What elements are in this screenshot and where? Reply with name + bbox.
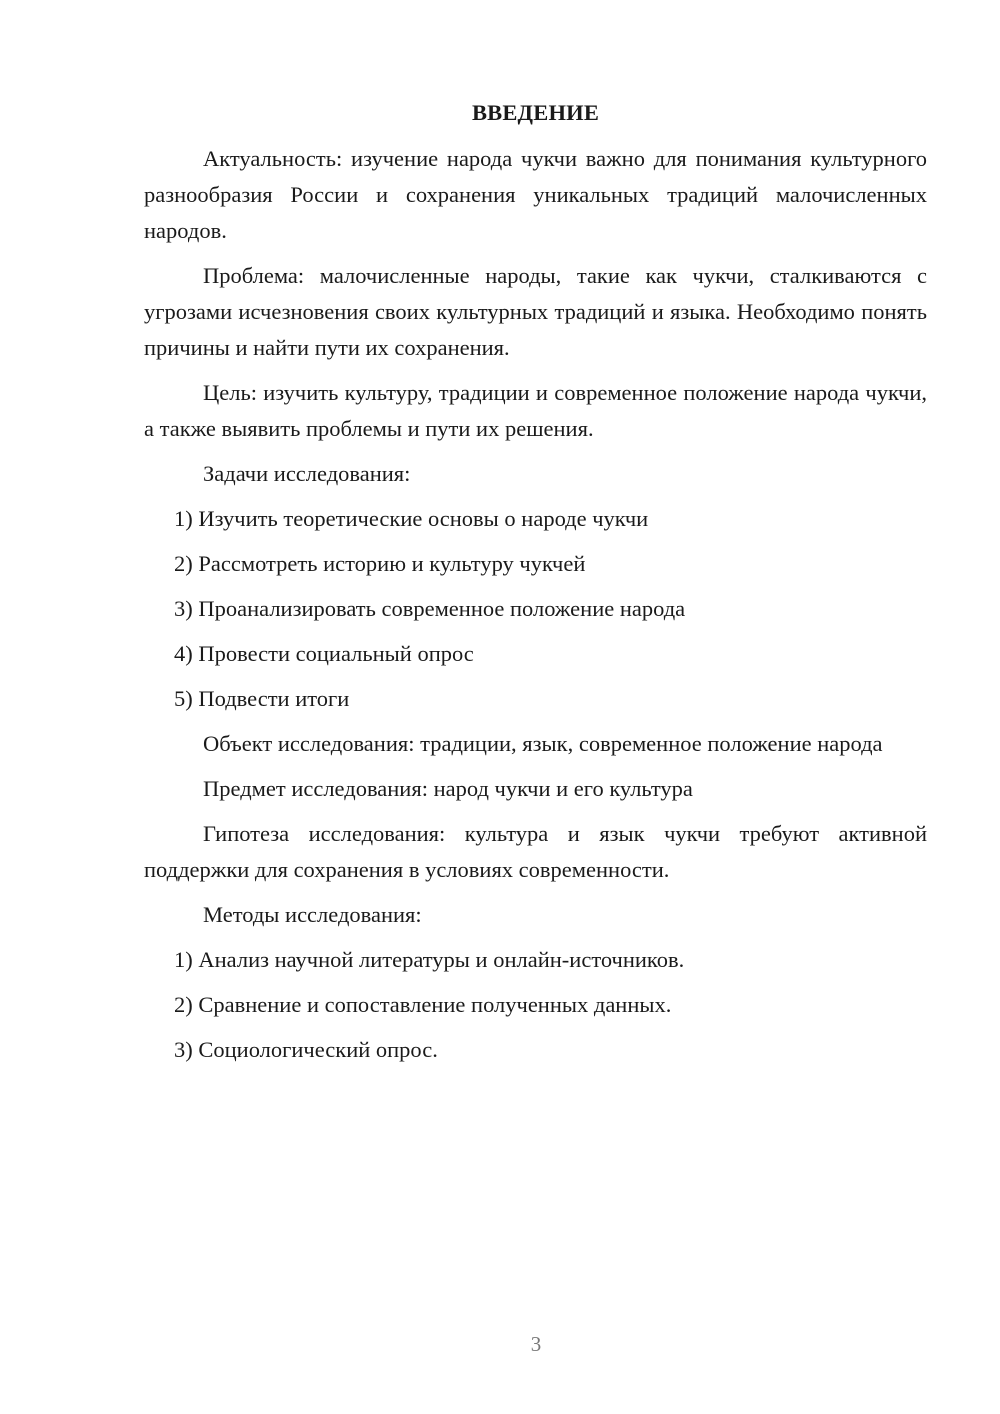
subject-paragraph: Предмет исследования: народ чукчи и его культура [203, 776, 693, 801]
hypothesis-paragraph: Гипотеза исследования: культура и язык чукчи требуют активной поддержки для сохранения в условиях современности. [144, 821, 927, 882]
problem-paragraph: Проблема: малочисленные народы, такие как чукчи, сталкиваются с угрозами исчезновения своих культурных традиций и языка. Необходимо понять причины и найти пути их сохранения. [144, 263, 927, 360]
goal-paragraph: Цель: изучить культуру, традиции и современное положение народа чукчи, а также выявить проблемы и пути их решения. [144, 380, 927, 441]
task-item: 3) Проанализировать современное положение народа [174, 596, 686, 621]
page-number: 3 [530, 1332, 542, 1356]
method-item: 2) Сравнение и сопоставление полученных данных. [174, 992, 672, 1017]
page-title: ВВЕДЕНИЕ [471, 100, 600, 125]
task-item: 4) Провести социальный опрос [174, 641, 474, 666]
methods-heading: Методы исследования: [203, 902, 422, 927]
task-item: 2) Рассмотреть историю и культуру чукчей [174, 551, 586, 576]
task-item: 1) Изучить теоретические основы о народе чукчи [174, 506, 649, 531]
object-paragraph: Объект исследования: традиции, язык, современное положение народа [203, 731, 883, 756]
relevance-paragraph: Актуальность: изучение народа чукчи важно для понимания культурного разнообразия России и сохранения уникальных традиций малочисленных народов. [144, 146, 927, 243]
task-item: 5) Подвести итоги [174, 686, 350, 711]
method-item: 1) Анализ научной литературы и онлайн-источников. [174, 947, 685, 972]
tasks-heading: Задачи исследования: [203, 461, 411, 486]
page-content [144, 95, 927, 1077]
method-item: 3) Социологический опрос. [174, 1037, 438, 1062]
